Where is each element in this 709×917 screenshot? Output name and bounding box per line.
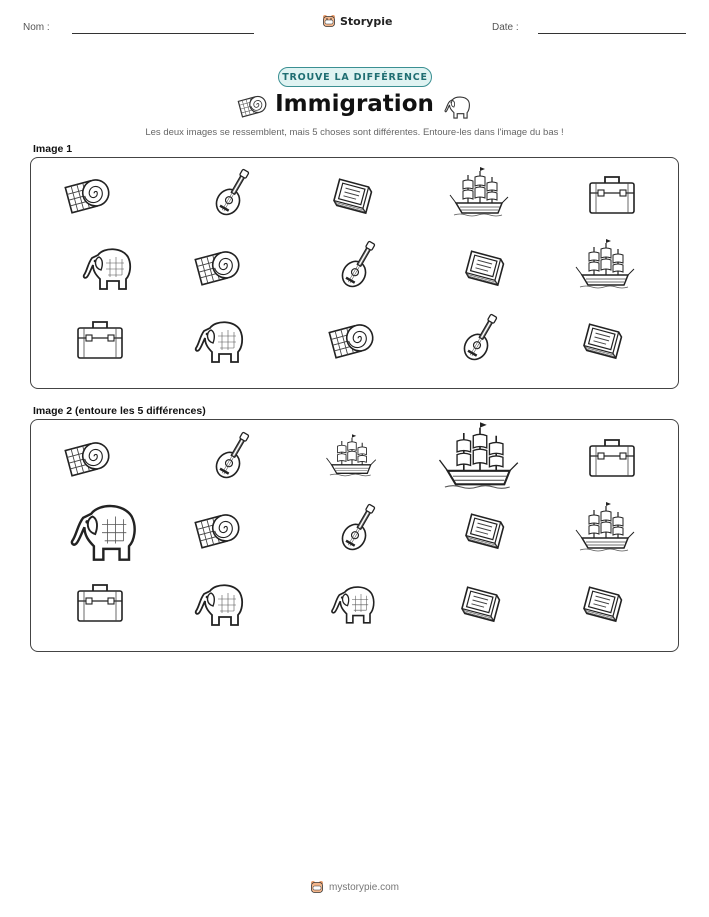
mandolin-icon[interactable] (318, 232, 398, 302)
footer (0, 880, 709, 894)
elephant-icon[interactable] (178, 568, 258, 638)
sleeping-mat-icon[interactable] (48, 423, 128, 493)
date-label: Date : (492, 22, 519, 33)
suitcase-icon[interactable] (60, 568, 140, 638)
book-icon[interactable] (312, 160, 392, 230)
suitcase-icon[interactable] (572, 160, 652, 230)
brand-logo (322, 14, 392, 28)
name-field-line[interactable] (72, 33, 254, 34)
suitcase-icon[interactable] (60, 305, 140, 375)
book-icon[interactable] (440, 568, 520, 638)
name-label: Nom : (23, 22, 50, 33)
image1-label: Image 1 (33, 143, 73, 155)
activity-badge: TROUVE LA DIFFÉRENCE (278, 67, 432, 87)
mandolin-icon[interactable] (192, 160, 272, 230)
ship-icon[interactable] (440, 160, 520, 230)
page-title: Immigration (275, 91, 434, 117)
suitcase-icon[interactable] (572, 423, 652, 493)
ship-icon[interactable] (566, 232, 646, 302)
mandolin-icon[interactable] (192, 423, 272, 493)
elephant-icon (442, 93, 472, 119)
bear-mascot-icon (310, 880, 324, 894)
book-icon[interactable] (562, 305, 642, 375)
image2-label: Image 2 (entoure les 5 différences) (33, 405, 206, 417)
sleeping-mat-icon[interactable] (312, 305, 392, 375)
brand-name: Storypie (340, 14, 393, 28)
elephant-icon[interactable] (312, 568, 392, 638)
bear-mascot-icon (322, 14, 336, 28)
book-icon[interactable] (562, 568, 642, 638)
instructions: Les deux images se ressemblent, mais 5 choses sont différentes. Entoure-les dans l'image du bas ! (145, 127, 564, 138)
elephant-icon[interactable] (178, 305, 258, 375)
sleeping-mat-icon[interactable] (178, 232, 258, 302)
book-icon[interactable] (444, 232, 524, 302)
ship-icon[interactable] (566, 495, 646, 565)
footer-site: mystorypie.com (328, 881, 399, 893)
ship-icon[interactable] (440, 425, 520, 495)
sleeping-mat-icon[interactable] (178, 495, 258, 565)
sleeping-mat-icon[interactable] (48, 160, 128, 230)
book-icon[interactable] (444, 495, 524, 565)
elephant-icon[interactable] (62, 495, 142, 565)
date-field-line[interactable] (538, 33, 686, 34)
ship-icon[interactable] (312, 423, 392, 493)
elephant-icon[interactable] (66, 232, 146, 302)
mandolin-icon[interactable] (318, 495, 398, 565)
mandolin-icon[interactable] (440, 305, 520, 375)
